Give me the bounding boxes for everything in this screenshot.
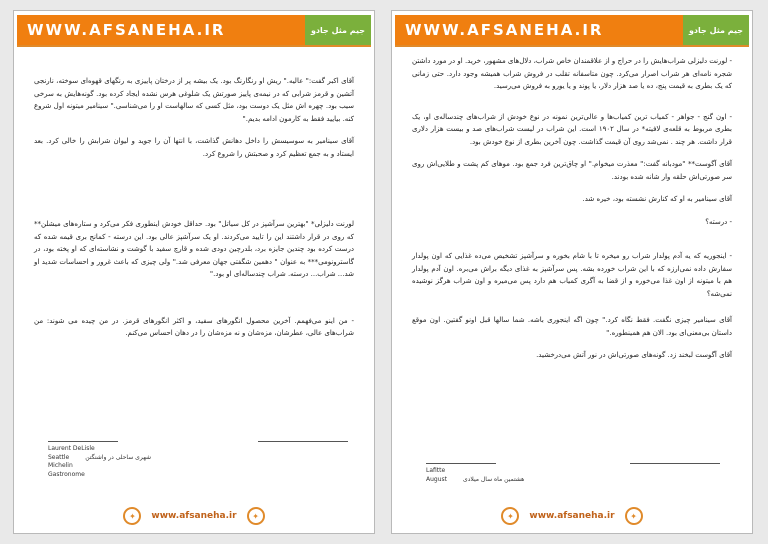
footnote-rule <box>48 441 118 442</box>
footnote <box>48 445 151 454</box>
footnote <box>426 467 524 476</box>
footnote <box>48 462 151 471</box>
paragraph: - اون گنج - جواهر - کمیاب ترین کمیاب‌ها و عالی‌ترین نمونه در نوع خودش از شراب‌های چندساله‌ی او، یک بطری مربوط به قلعه‌ی لافیته* در سال ۱۹۰۲ است. این شراب در لیست شراب‌های صد و بیست هزار دلاری قرار داشت. هر چند . نمی‌شد روی آن قیمت گذاشت. چون آخرین بطری از نوع خودش بود. <box>412 112 732 146</box>
footnote <box>48 471 151 480</box>
paragraph: آقای اکبر گفت:" عالیه." ریش او رنگارنگ بود. یک بیشه پر از درختان پاییزی به رنگهای قهوه‌ای سوخته، نارنجی آتشین و قرمز شرابی که در نیمه‌ی پاییز صورتش یک شلوغی هرس نشده ایجاد کرده بود. گونه‌هایش به سرخی سیب بود. چهره اش مثل یک دوست بود، مثل کسی که سالهاست او را می‌شناسی." سینامیر میتونه اول شروع کنه. بیایید فقط به کارمون ادامه بدیم." <box>34 77 354 123</box>
paragraph: آقای سینامیر به او که کنارش نشسته بود، خیره شد. <box>582 195 732 203</box>
site-name: WWW.AFSANEHA.IR <box>17 15 305 45</box>
footnote-term: Laurent DeLisle <box>48 445 95 452</box>
paragraph: آقای سینامیر به سوسیسش را داخل دهانش گذاشت، با انتها آن را جوید و لیوان شرابش را خالی کرد. بعد ایستاد و به جمع تعظیم کرد و صحبتش را شروع کرد. <box>34 137 354 158</box>
paragraph: آقای آگوست لبخند زد. گونه‌های صورتی‌اش در نور آتش می‌درخشید. <box>536 351 732 359</box>
page-footer <box>14 507 374 525</box>
footnotes <box>426 467 524 484</box>
page-banner <box>395 15 749 47</box>
footnotes <box>48 445 151 479</box>
site-name: WWW.AFSANEHA.IR <box>395 15 683 45</box>
right-page <box>391 10 753 534</box>
footnote-note: شهری ساحلی در واشنگتن <box>85 453 151 461</box>
afsaneha-logo-icon: ✦ <box>625 507 643 525</box>
footnote-term: Michelin <box>48 462 73 469</box>
footnote <box>48 454 151 463</box>
footnote-term: Lafitte <box>426 467 446 474</box>
footnote-rule <box>258 441 348 442</box>
paragraph: لورنت دلیزلی* "بهترین سرآشپز در کل سیاتل" بود. حداقل خودش اینطوری فکر می‌کرد و ستاره‌های میشلن** که روی در قرار داشتند این را تایید می‌کردند. او یک سرآشپز عالی بود. این درسته - کمانج بری قیمه شده که درست کرده بود چندین جایزه برد، بلدرچین دودی شده و قارچ سفید با گوشت و نشاسته‌ای که او پخته بود، در گاسترونومی*** به عنوان " دهمین شگفتی جهان معرفی شد." ولی چیزی که باعث غرور و احساسات شدید او شد... شراب... درسته. شراب چندساله‌ای او بود." <box>34 220 354 278</box>
footnote-rule <box>630 463 720 464</box>
paragraph: - لورنت دلیزلی شراب‌هایش را در حراج و از علاقمندان خاص شراب، دلال‌های مشهور، خرید. او در مورد داشتن شجره نامه‌ای هر شراب اصرار می‌کرد. چون متاسفانه تقلب در فروش شراب همیشه وجود دارد. حتی زمانی که یک بطری به قیمت پنج، ده یا صد هزار دلار، یا پوند و یا یورو به فروش می‌رسید. <box>412 57 732 90</box>
right-page-body <box>412 55 732 372</box>
footnote-note: هشتمین ماه سال میلادی <box>463 475 525 483</box>
footnote-term: Gastronome <box>48 470 85 478</box>
afsaneha-logo-icon: ✦ <box>501 507 519 525</box>
paragraph: - اینجوریه که یه آدم پولدار شراب رو میخره تا با شام بخوره و سرآشپز تشخیص می‌ده غذایی که اون پولدار سفارش داده نمی‌ارزه که با این شراب خورده بشه. پس سرآشپز به غذای دیگه براش می‌بره. اون آدم پولدار هم با میتونه از اون غذا می‌خوره و از قضا به آگری کمیاب هم دارد پس می‌میره و اون شراب هرگز نوشیده نمی‌شه؟ <box>412 252 732 298</box>
afsaneha-logo-icon: ✦ <box>123 507 141 525</box>
afsaneha-logo-icon: ✦ <box>247 507 265 525</box>
footer-url[interactable]: www.afsaneha.ir <box>529 511 615 521</box>
left-page-body <box>34 75 354 350</box>
page-banner <box>17 15 371 47</box>
book-title-tag: جیم مثل جادو <box>683 15 749 45</box>
footnote <box>426 476 524 485</box>
paragraph: - من اینو می‌فهمم. آخرین محصول انگورهای سفید، و اکثر انگورهای قرمز. در من چیده می‌ شوند: من شراب‌های عالی، عطرشان، مزه‌شان و نه مزه‌شان را در دهان احساس می‌کنم. <box>34 316 354 337</box>
left-page <box>13 10 375 534</box>
book-title-tag: جیم مثل جادو <box>305 15 371 45</box>
page-footer <box>392 507 752 525</box>
paragraph: آقای سینامیر چیزی نگفت. فقط نگاه کرد." چون اگه اینجوری باشه. شما سالها قبل اونو گفتین. اون موقع داستان بی‌معنی‌ای بود. الان هم همینطوره." <box>412 316 732 337</box>
footnote-term: Seattle <box>48 453 70 461</box>
footnote-rule <box>426 463 496 464</box>
paragraph: آقای آگوست** "مودبانه گفت:" معذرت میخوام." او چاق‌ترین فرد جمع بود. موهای کم پشت و طلایی‌اش روی سر صورتی‌اش حلقه وار شانه شده بودند. <box>412 160 732 181</box>
paragraph: - درسته؟ <box>705 217 732 226</box>
footer-url[interactable]: www.afsaneha.ir <box>151 511 237 521</box>
footnote-term: August <box>426 475 447 483</box>
